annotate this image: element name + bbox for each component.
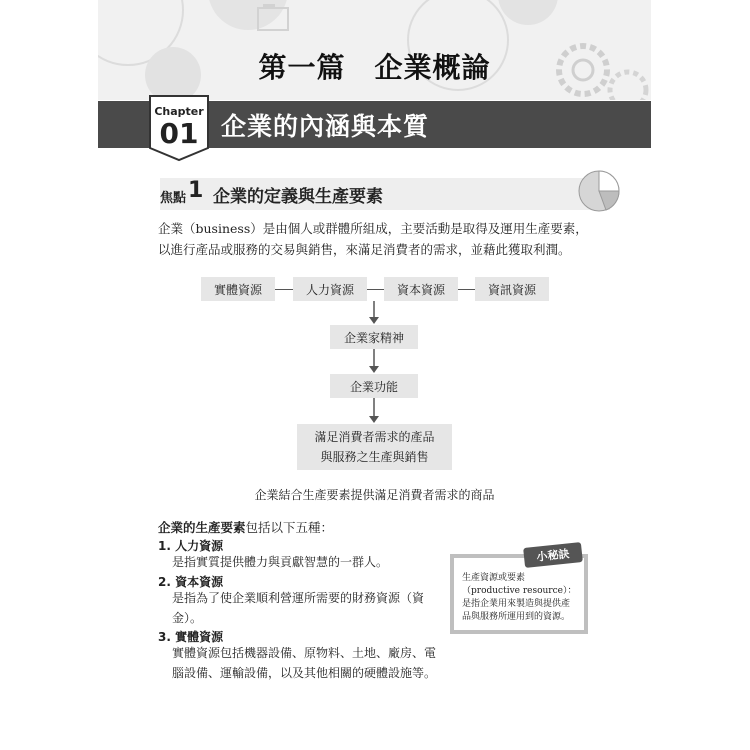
arrow-head-icon [369, 416, 379, 423]
flow-resource-physical: 實體資源 [201, 277, 275, 301]
factors-intro-bold: 企業的生產要素 [158, 520, 246, 535]
factor-item-body: 實體資源包括機器設備、原物料、土地、廠房、電腦設備、運輸設備，以及其他相關的硬體設施等。 [172, 646, 437, 680]
factor-item-number: 1. [158, 539, 171, 553]
tip-box: 生產資源或要素（productive resource）：是指企業用來製造與提供產品與服務所運用到的資源。 [450, 554, 588, 634]
factor-item-body: 是指為了使企業順利營運所需要的財務資源（資金）。 [172, 591, 425, 625]
focus-tag: 焦點 [160, 191, 187, 206]
factor-item-body: 是指實質提供體力與貢獻智慧的一群人。 [172, 555, 389, 569]
book-page [98, 0, 651, 750]
chapter-number: 01 [159, 117, 199, 150]
flowchart-caption: 企業結合生產要素提供滿足消費者需求的商品 [254, 488, 495, 502]
flow-resource-information: 資訊資源 [475, 277, 549, 301]
arrow-head-icon [369, 366, 379, 373]
flow-resource-human: 人力資源 [293, 277, 367, 301]
chapter-label: Chapter [154, 105, 204, 118]
factor-item-title: 資本資源 [175, 575, 224, 589]
flow-entrepreneurship: 企業家精神 [330, 325, 418, 349]
factor-item-title: 實體資源 [175, 630, 224, 644]
arrow-head-icon [369, 317, 379, 324]
factor-item-number: 2. [158, 575, 171, 589]
flow-result-line1: 滿足消費者需求的產品 [314, 430, 435, 444]
flow-result-line2: 與服務之生產與銷售 [320, 450, 429, 464]
factors-intro-rest: 包括以下五種： [245, 520, 334, 535]
part-title: 第一篇 企業概論 [258, 51, 491, 84]
intro-paragraph: 企業（business）是由個人或群體所組成，主要活動是取得及運用生產要素，以進行產品或服務的交易與銷售，來滿足消費者的需求，並藉此獲取利潤。 [158, 221, 588, 257]
flow-business-function: 企業功能 [330, 374, 418, 398]
tip-label: 小秘訣 [523, 542, 583, 568]
focus-number: 1 [188, 178, 204, 203]
factor-item-number: 3. [158, 630, 171, 644]
factors-intro [158, 518, 333, 536]
focus-title: 企業的定義與生產要素 [213, 187, 383, 207]
chapter-title: 企業的內涵與本質 [221, 112, 430, 141]
factor-item-title: 人力資源 [175, 539, 224, 553]
flow-resource-capital: 資本資源 [384, 277, 458, 301]
